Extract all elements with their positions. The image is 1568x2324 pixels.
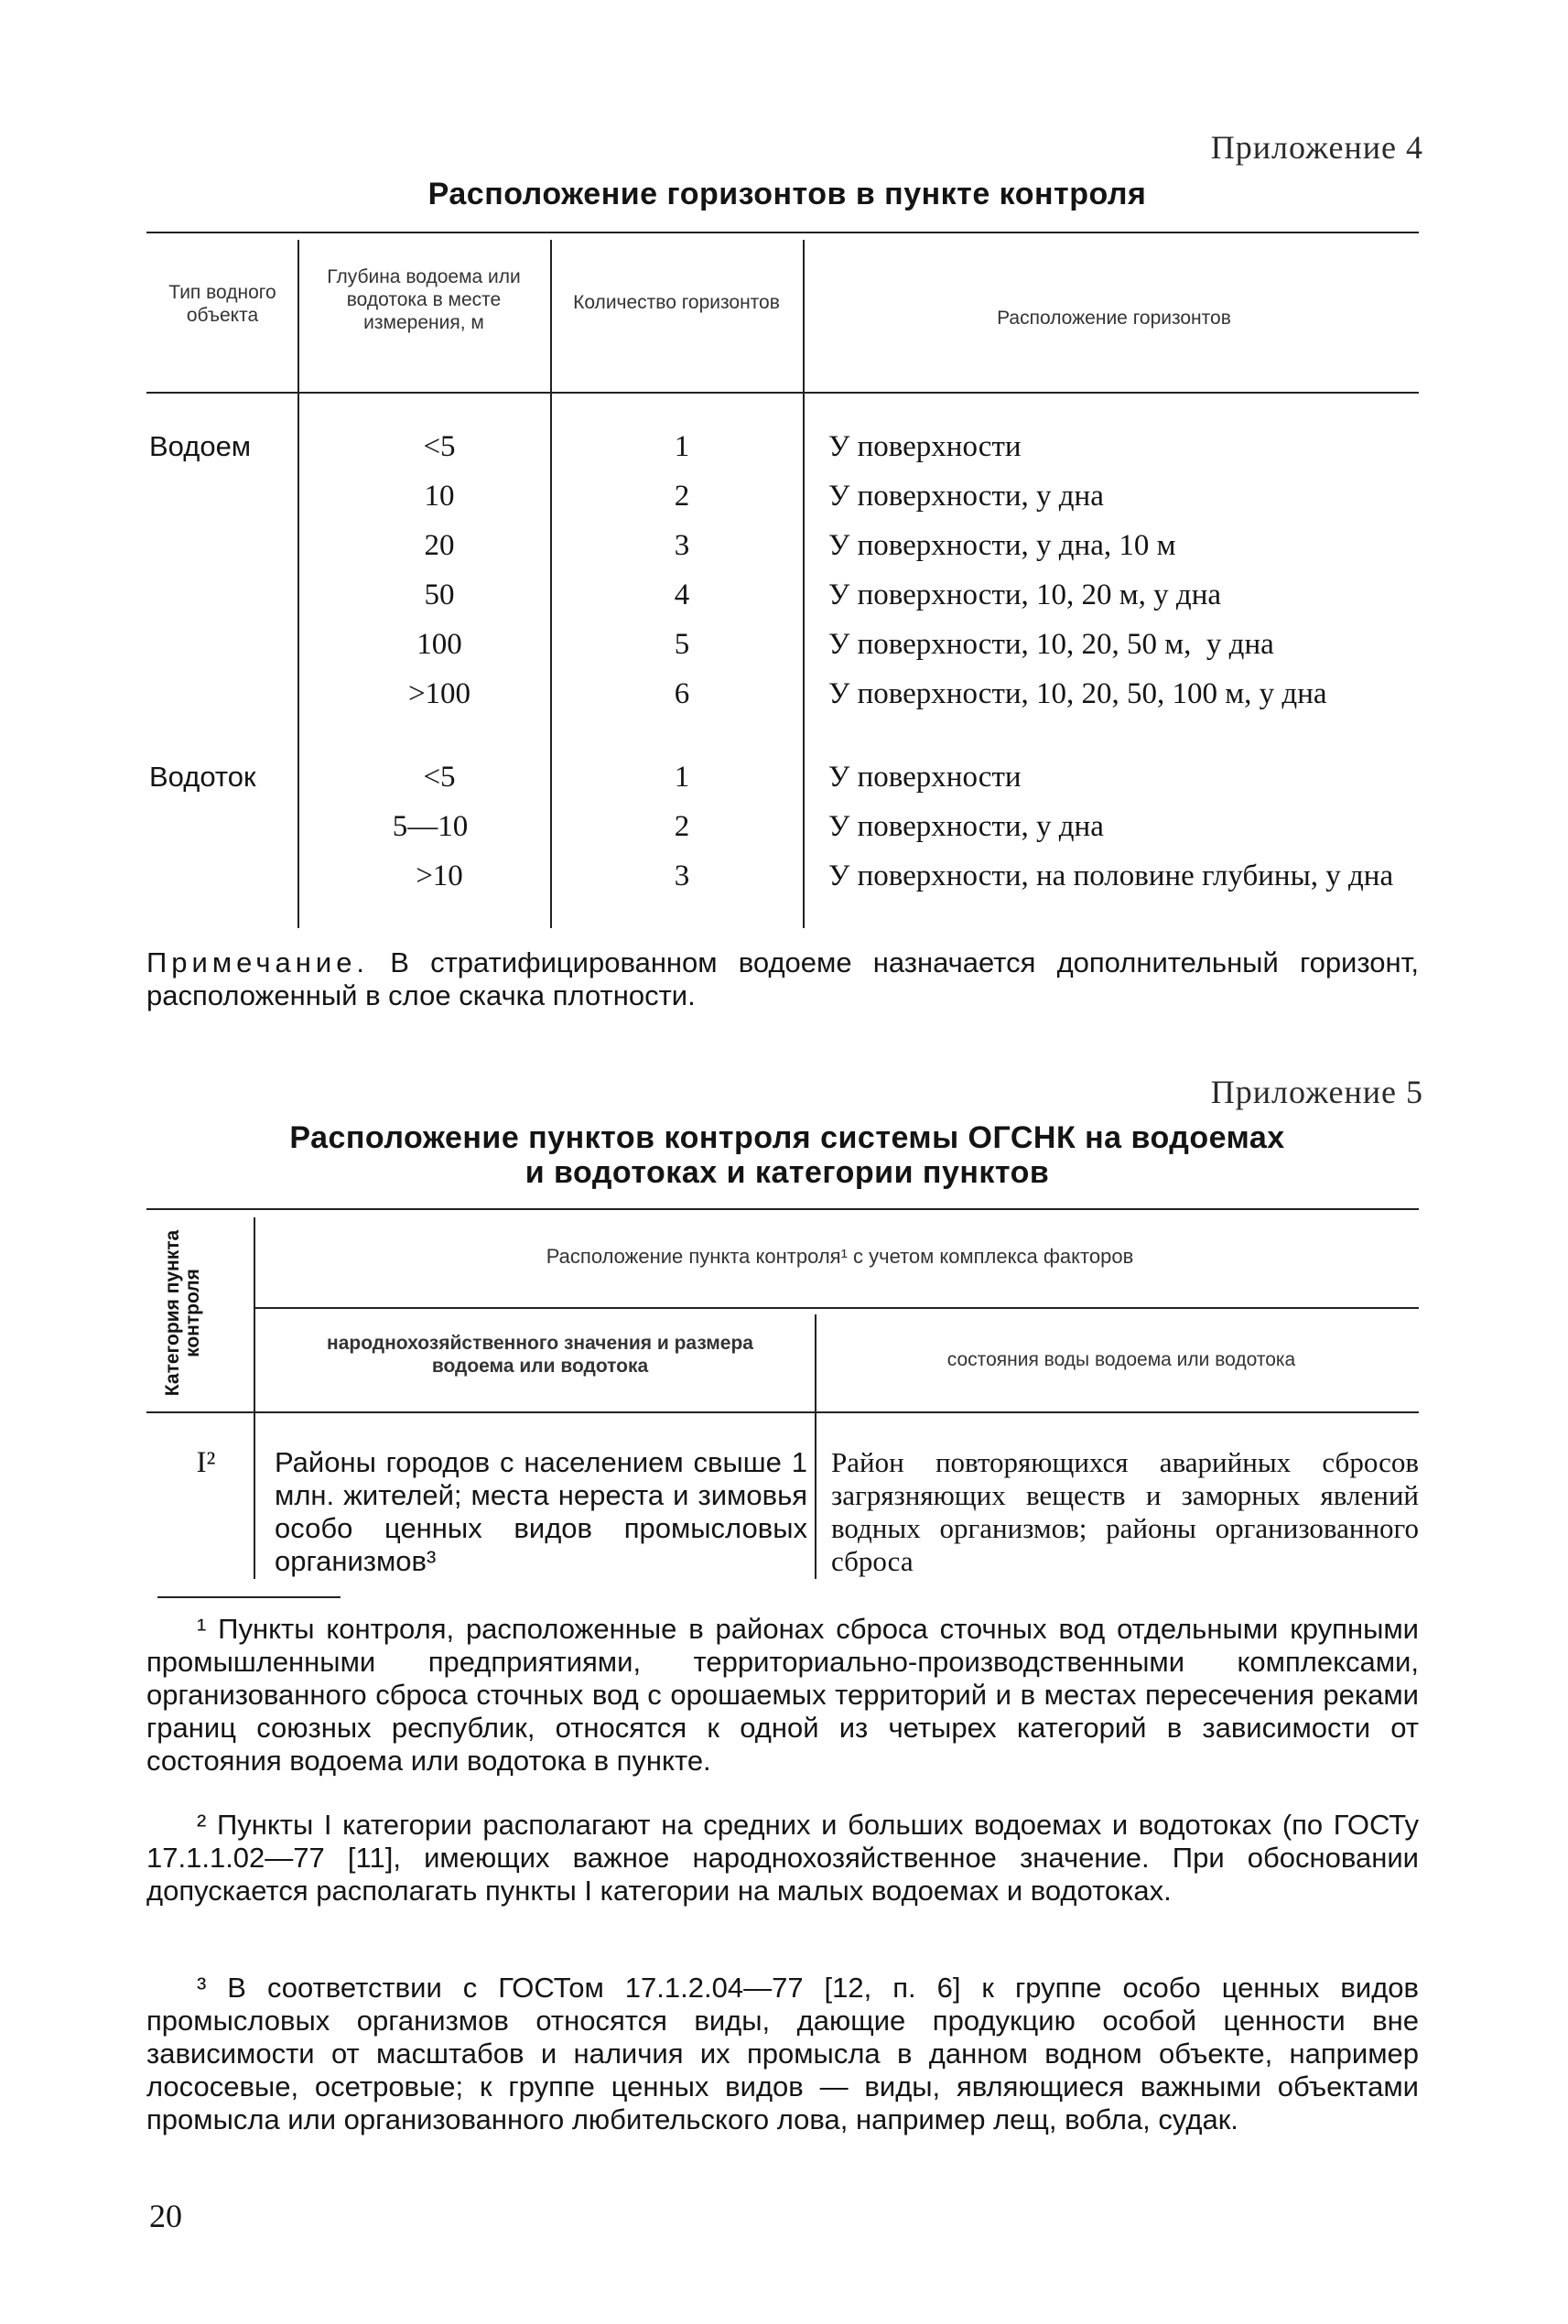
table1-row-depth: <5 [423, 761, 456, 794]
table1-row-count: 3 [674, 529, 690, 562]
table2-col-divider-2 [815, 1314, 816, 1579]
table1-row-count: 2 [674, 480, 690, 513]
table1-row-depth: <5 [423, 430, 456, 463]
table2-header-category: Категория пункта контроля [162, 1229, 203, 1397]
note-text: В стратифицированном водоеме назначается дополнительный горизонт, расположенный в слое скачка плотности. [146, 946, 1419, 1011]
table2-header-water: состояния воды водоема или водотока [946, 1349, 1296, 1370]
table1-header-rule [146, 392, 1419, 394]
table2-col-divider-1 [254, 1217, 255, 1579]
table1-row-depth: 20 [424, 529, 455, 562]
table1-row-count: 1 [674, 761, 690, 794]
footnote-3: ³ В соответствии с ГОСТом 17.1.2.04—77 [12, п. 6] к группе особо ценных видов промысловых организмов относятся виды, дающие продукцию особой ценности вне зависимости от масштабов и наличия их промысла в данном водном объекте, например лососевые, осетровые; к группе ценных видов — виды, являющиеся важными объектами промысла или организованного любительского лова, например лещ, вобла, судак. [146, 1972, 1419, 2135]
table1-row-depth: >100 [407, 677, 471, 710]
table1-note [146, 946, 1419, 1012]
table1-row-location: У поверхности, у дна, 10 м [828, 529, 1176, 562]
table1-row-location: У поверхности, 10, 20 м, у дна [828, 578, 1221, 611]
table1-row-depth: 5—10 [392, 810, 469, 843]
table1-row-location: У поверхности, у дна [828, 480, 1104, 513]
table1-header-type: Тип водного объекта [168, 282, 276, 326]
appendix-5-title-line-2: и водотоках и категории пунктов [524, 1155, 1050, 1190]
table1-row-count: 1 [674, 430, 690, 463]
table1-group-reservoir: Водоем [149, 430, 252, 462]
table1-row-location: У поверхности, на половине глубины, у дна [828, 859, 1394, 892]
table1-row-count: 4 [674, 578, 690, 611]
footnote-2: ² Пункты I категории располагают на средних и больших водоемах и водотоках (по ГОСТу 17.1.1.02—77 [11], имеющих важное народнохозяйственное значение. При обосновании допускается располагать пункты I категории на малых водоемах и водотоках. [146, 1809, 1419, 1907]
appendix-5-label: Приложение 5 [1210, 1074, 1423, 1110]
note-label: Примечание. [146, 946, 370, 978]
table1-row-location: У поверхности [828, 761, 1022, 794]
table1-row-count: 3 [674, 859, 690, 892]
footnote-separator [157, 1596, 341, 1598]
table1-row-depth: 10 [424, 480, 455, 513]
table1-row-depth: 50 [424, 578, 455, 611]
table1-col-divider-1 [297, 240, 299, 928]
table1-row-count: 6 [674, 677, 690, 710]
page-number: 20 [149, 2198, 182, 2234]
table1-header-location: Расположение горизонтов [997, 308, 1231, 329]
appendix-4-title: Расположение горизонтов в пункте контроля [427, 177, 1147, 211]
table2-row-category: I² [196, 1446, 216, 1479]
table2-header-main: Расположение пункта контроля¹ с учетом комплекса факторов [546, 1245, 1134, 1268]
table1-header-count: Количество горизонтов [573, 292, 780, 313]
table1-top-rule [146, 232, 1419, 233]
appendix-5-title-line-1: Расположение пунктов контроля системы ОГСНК на водоемах [289, 1120, 1285, 1155]
table1-row-count: 5 [674, 628, 690, 661]
table2-row-water: Район повторяющихся аварийных сбросов загрязняющих веществ и заморных явлений водных организмов; районы организованного сброса [831, 1446, 1419, 1577]
table1-header-depth: Глубина водоема или водотока в месте измерения, м [327, 266, 521, 333]
table1-row-location: У поверхности [828, 430, 1022, 463]
table2-subheader-rule [254, 1307, 1419, 1309]
table1-row-depth: 100 [416, 628, 462, 661]
appendix-4-label: Приложение 4 [1210, 129, 1423, 166]
table2-header-rule [146, 1411, 1419, 1413]
table2-header-econ: народнохозяйственного значения и размера водоема или водотока [327, 1333, 753, 1377]
table1-row-count: 2 [674, 810, 690, 843]
table1-group-watercourse: Водоток [149, 761, 256, 793]
table1-row-depth: >10 [416, 859, 463, 892]
table2-row-econ: Районы городов с населением свыше 1 млн. жителей; места нереста и зимовья особо ценных видов промысловых организмов³ [275, 1446, 807, 1577]
footnote-1: ¹ Пункты контроля, расположенные в районах сброса сточных вод отдельными крупными промышленными предприятиями, территориально-производственными комплексами, организованного сброса сточных вод с орошаемых территорий и в местах пересечения реками границ союзных республик, относятся к одной из четырех категорий в зависимости от состояния водоема или водотока в пункте. [146, 1613, 1419, 1777]
table2-top-rule [146, 1208, 1419, 1210]
table1-row-location: У поверхности, 10, 20, 50 м, у дна [828, 628, 1274, 661]
table1-col-divider-3 [803, 240, 805, 928]
table1-row-location: У поверхности, 10, 20, 50, 100 м, у дна [828, 677, 1327, 710]
table1-col-divider-2 [550, 240, 552, 928]
table1-row-location: У поверхности, у дна [828, 810, 1104, 843]
